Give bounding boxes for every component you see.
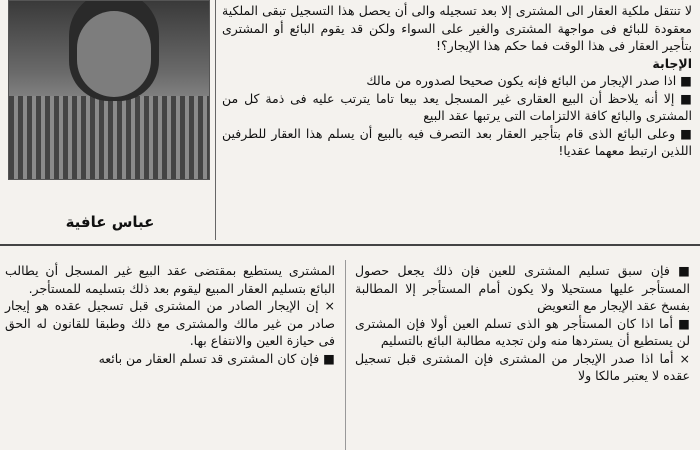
photo-divider xyxy=(215,0,216,240)
column-divider xyxy=(345,260,346,450)
section-divider xyxy=(0,244,700,246)
article-paragraph: المشترى يستطيع بمقتضى عقد البيع غير المسجل أن يطالب البائع بتسليم العقار المبيع ليقوم بعد ذلك بتسليمه للمستأجر. xyxy=(5,263,335,296)
right-article-column xyxy=(355,262,690,385)
author-photo xyxy=(8,0,210,180)
answer-paragraph: ■ إلا أنه يلاحظ أن البيع العقارى غير المسجل يعد بيعا تاما يترتب عليه فى ذمة كل من المشترى والبائع كافة الالتزامات التى يرتبها عقد البيع xyxy=(222,90,692,123)
author-name-caption: عباس عافية xyxy=(65,213,155,231)
article-paragraph: ■ أما اذا كان المستأجر هو الذى تسلم العين أولا فإن المشترى لن يستطيع أن يستردها منه ولن تجديه مطالبة البائع بالتسليم xyxy=(355,315,690,348)
left-article-column xyxy=(5,262,335,367)
question-paragraph: لا تنتقل ملكية العقار الى المشترى إلا بعد تسجيله والى أن يحصل هذا التسجيل تبقى الملكية معقودة للبائع فى مواجهة المشترى والغير على السواء ولكن قد يقوم البائع أو المشترى بتأجير العقار فى هذا الوقت فما حكم هذا الإيجار؟! xyxy=(222,3,692,53)
answer-paragraph: ■ وعلى البائع الذى قام بتأجير العقار بعد التصرف فيه بالبيع أن يسلم هذا العقار للطرفين اللذين ارتبط معهما عقديا! xyxy=(222,125,692,158)
article-paragraph: ■ فإن كان المشترى قد تسلم العقار من بائعه xyxy=(98,350,335,366)
article-paragraph: × أما اذا صدر الإيجار من المشترى فإن المشترى قبل تسجيل عقده لا يعتبر مالكا ولا xyxy=(355,350,690,383)
answer-paragraph: ■ اذا صدر الإيجار من البائع فإنه يكون صحيحا لصدوره من مالك xyxy=(366,73,692,88)
top-article-column xyxy=(222,2,692,160)
photo-shirt xyxy=(9,96,209,180)
article-paragraph: ■ فإن سبق تسليم المشترى للعين فإن ذلك يجعل حصول المستأجر عليها مستحيلا ولا يكون أمام المستأجر إلا المطالبة بفسخ عقد الإيجار مع التعويض xyxy=(355,263,690,313)
answer-heading: الإجابة xyxy=(652,55,692,71)
article-paragraph: × إن الإيجار الصادر من المشترى قبل تسجيل عقده هو إيجار صادر من غير مالك والمشترى مع ذلك وطبقا للقانون له الحق فى حيازة العين والانتفاع بها. xyxy=(5,298,335,348)
photo-face xyxy=(77,11,151,97)
